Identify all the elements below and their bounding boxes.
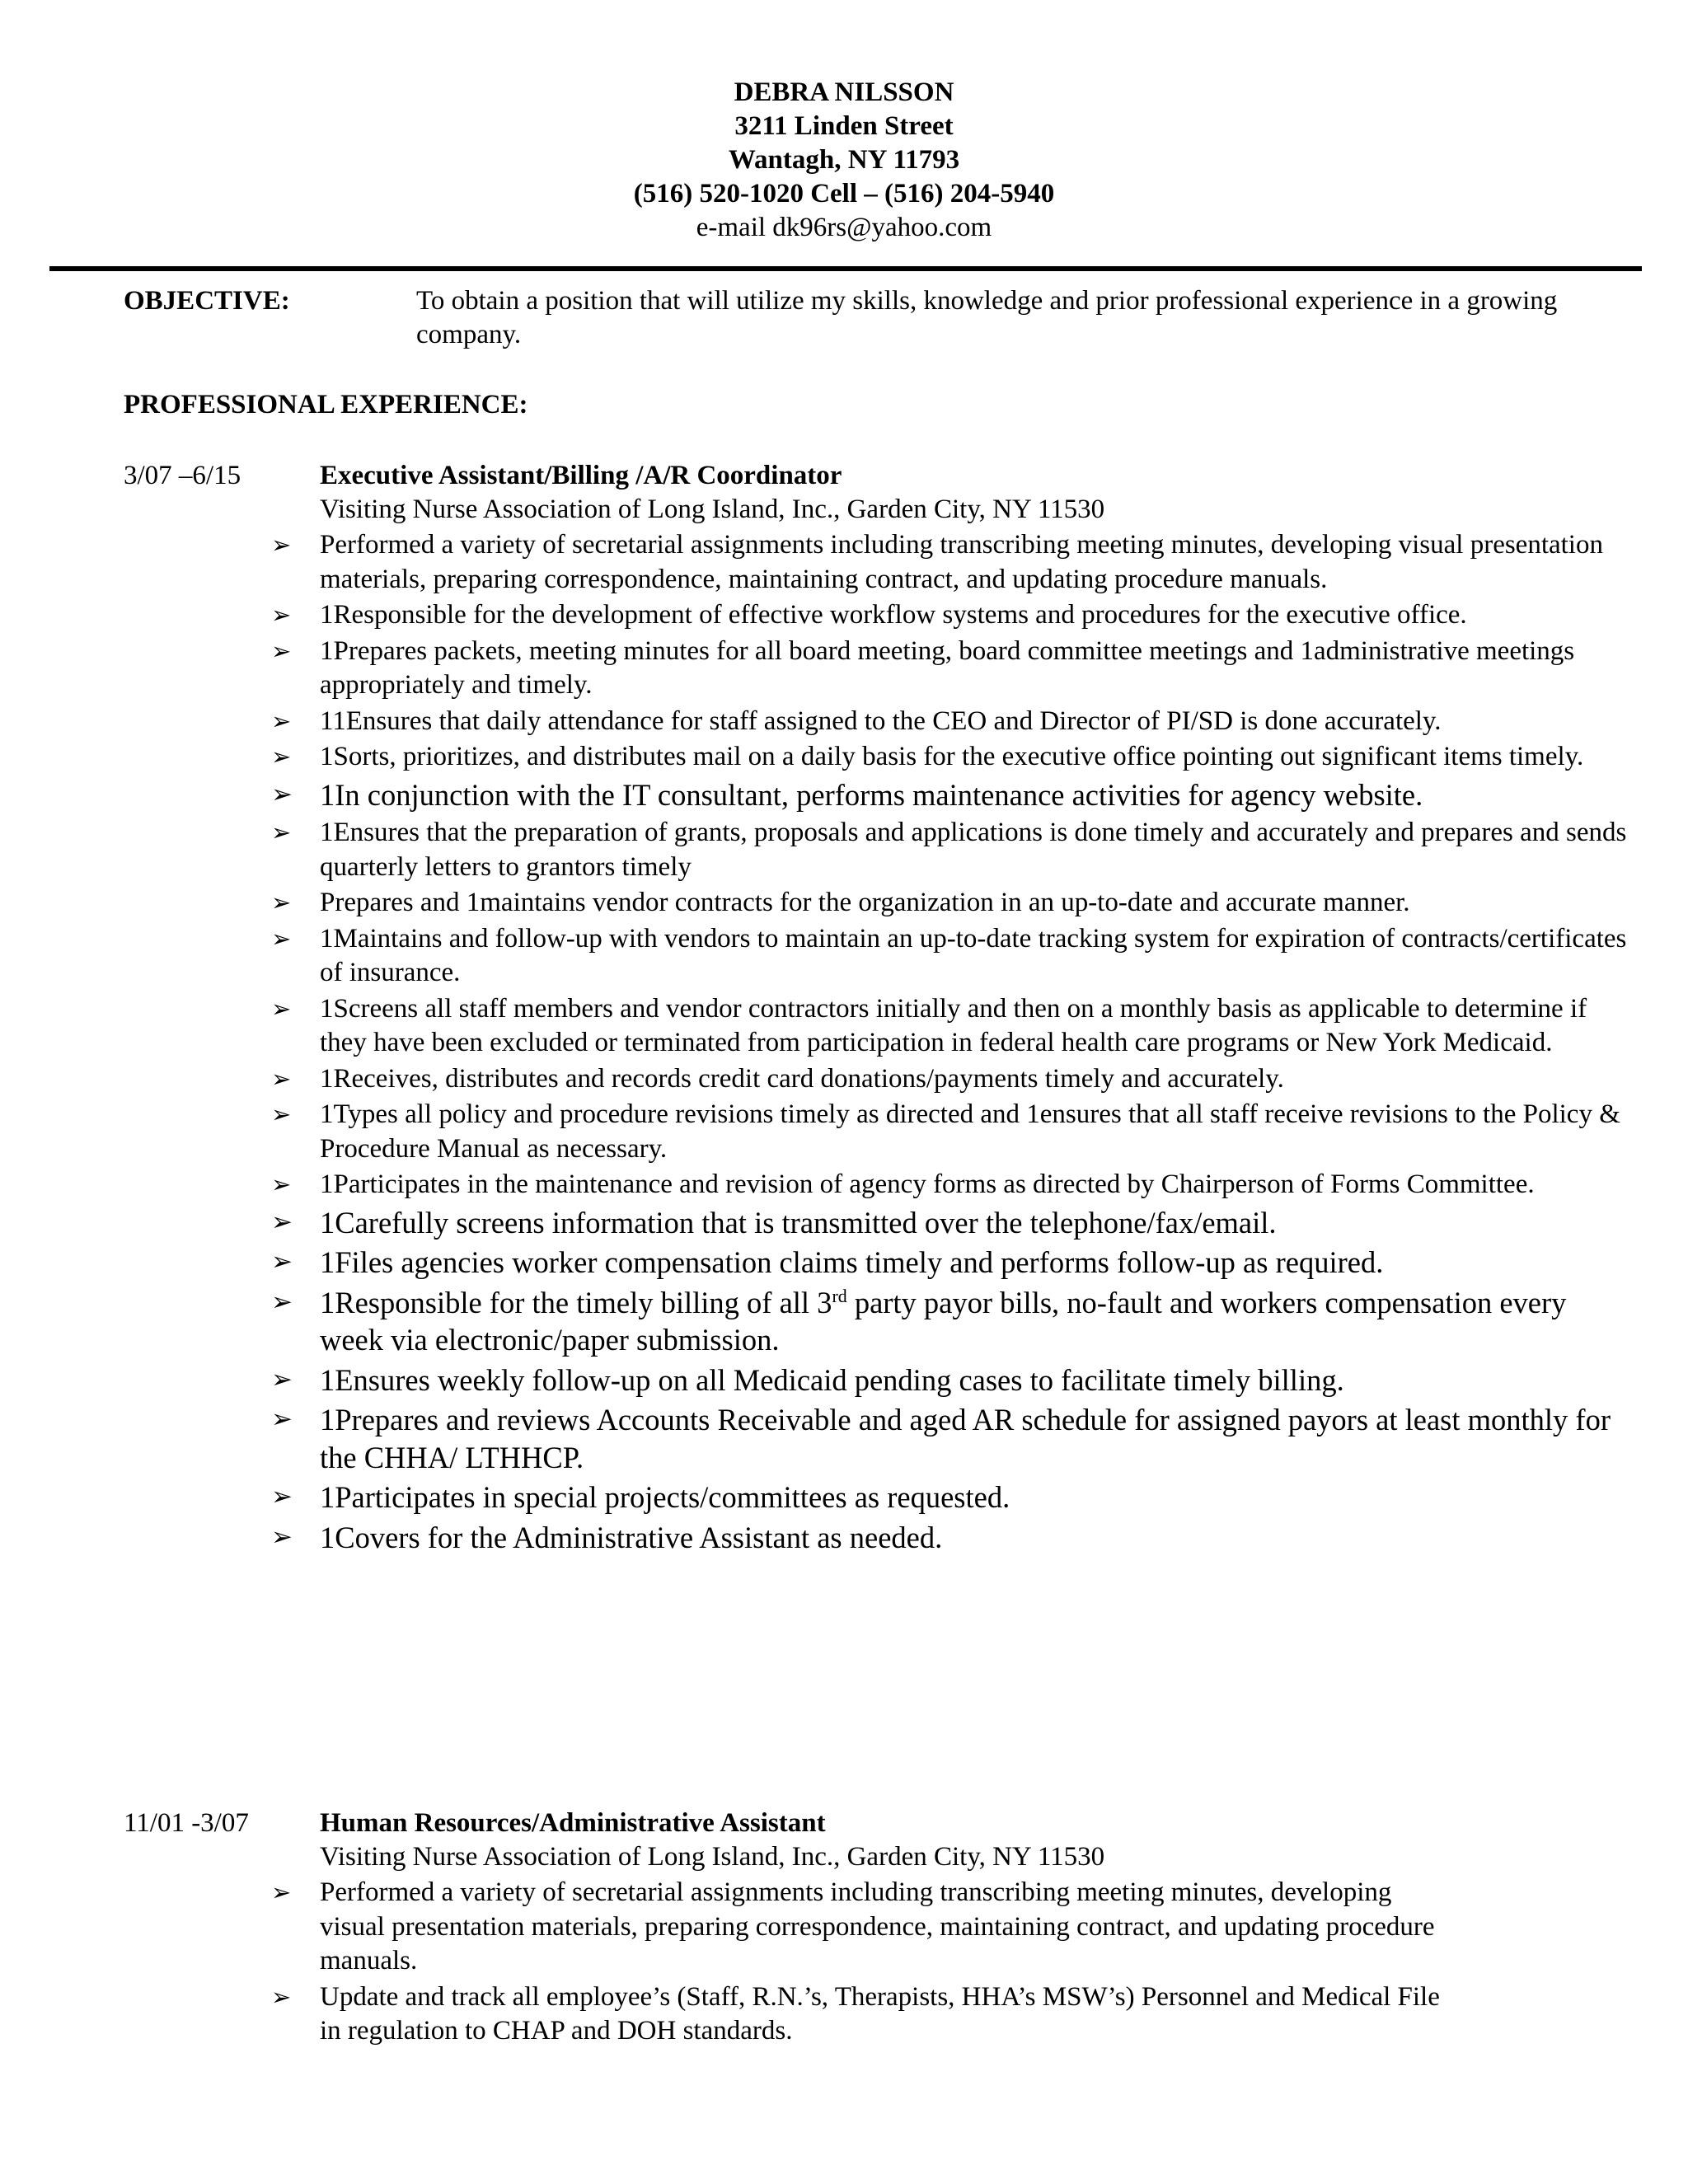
list-item: ➢ 1Responsible for the timely billing of all 3rd party payor bills, no-fault and workers compensation every week via electronic/paper submission. [271,1285,1567,1357]
arrowhead-bullet-icon: ➢ [271,1404,293,1434]
arrowhead-bullet-icon: ➢ [271,1207,293,1237]
job-employer: Visiting Nurse Association of Long Island, Inc., Garden City, NY 11530 [320,494,1105,524]
list-item: ➢ 1Responsible for the development of effective workflow systems and procedures for the executive office. [268,598,1628,633]
arrowhead-bullet-icon: ➢ [271,1286,293,1317]
phone-numbers: (516) 520-1020 Cell – (516) 204-5940 [633,179,1055,209]
job-duties-list [268,528,1628,1558]
list-item: ➢ Prepares and 1maintains vendor contracts for the organization in an up-to-date and accurate manner. [268,886,1628,921]
list-item: ➢ 1Screens all staff members and vendor contractors initially and then on a monthly basis as applicable to determine if they have been excluded or terminated from participation in federal health care programs or New York Medicaid. [271,993,1587,1057]
email-address: e-mail dk96rs@yahoo.com [696,213,992,242]
candidate-name: DEBRA NILSSON [734,77,954,107]
arrowhead-bullet-icon: ➢ [271,994,292,1023]
job-duties-list [268,1876,1455,2050]
arrowhead-bullet-icon: ➢ [271,636,292,665]
list-item: ➢ 1Ensures that the preparation of grants, proposals and applications is done timely and accurately and prepares and sends quarterly letters to grantors timely [271,818,1627,882]
list-item: ➢ 1Prepares and reviews Accounts Receivable and aged AR schedule for assigned payors at least monthly for the CHHA/ LTHHCP. [271,1403,1611,1474]
arrowhead-bullet-icon: ➢ [271,818,292,846]
list-item: ➢ Performed a variety of secretarial assignments including transcribing meeting minutes, developing visual presentation materials, preparing correspondence, maintaining contract, and updating procedure manuals. [271,1877,1435,1975]
arrowhead-bullet-icon: ➢ [271,1247,293,1277]
objective-label: OBJECTIVE: [124,286,290,316]
list-item: ➢ Performed a variety of secretarial assignments including transcribing meeting minutes, developing visual presentation materials, preparing correspondence, maintaining contract, and updating procedure manuals. [271,530,1603,594]
list-item: ➢ 1Ensures weekly follow-up on all Medicaid pending cases to facilitate timely billing. [268,1361,1628,1399]
job-dates: 11/01 -3/07 [124,1808,249,1838]
arrowhead-bullet-icon: ➢ [271,601,292,629]
list-item: ➢ 1Sorts, prioritizes, and distributes mail on a daily basis for the executive office pointing out significant items timely. [268,740,1628,775]
city-state-zip: Wantagh, NY 11793 [728,145,960,175]
arrowhead-bullet-icon: ➢ [271,531,292,559]
arrowhead-bullet-icon: ➢ [271,706,292,735]
contact-header [0,76,1688,245]
arrowhead-bullet-icon: ➢ [271,1878,292,1906]
arrowhead-bullet-icon: ➢ [271,1100,292,1128]
list-item: ➢ 1Maintains and follow-up with vendors to maintain an up-to-date tracking system for expiration of contracts/certificates of insurance. [271,923,1627,987]
job-employer: Visiting Nurse Association of Long Island, Inc., Garden City, NY 11530 [320,1842,1105,1872]
list-item: ➢ 1Receives, distributes and records credit card donations/payments timely and accurately. [268,1062,1628,1097]
arrowhead-bullet-icon: ➢ [271,1982,292,2011]
job-title: Human Resources/Administrative Assistant [320,1808,826,1838]
list-item: ➢ 1In conjunction with the IT consultant, performs maintenance activities for agency website. [268,776,1628,814]
arrowhead-bullet-icon: ➢ [271,1482,293,1511]
list-item: ➢ 1Prepares packets, meeting minutes for all board meeting, board committee meetings and 1administrative meetings appropriately and timely. [271,635,1575,700]
objective-text: To obtain a position that will utilize my skills, knowledge and prior professional experience in a growing company. [416,286,1558,349]
list-item: ➢ 1Participates in special projects/committees as requested. [268,1479,1628,1516]
arrowhead-bullet-icon: ➢ [271,1521,293,1552]
arrowhead-bullet-icon: ➢ [271,1170,292,1198]
job-title: Executive Assistant/Billing /A/R Coordinator [320,461,842,490]
arrowhead-bullet-icon: ➢ [271,1064,292,1093]
list-item: ➢ Update and track all employee’s (Staff, R.N.’s, Therapists, HHA’s MSW’s) Personnel and Medical File in regulation to CHAP and DOH standards. [271,1981,1440,2046]
list-item: ➢ 1Types all policy and procedure revisions timely as directed and 1ensures that all staff receive revisions to the Policy & Procedure Manual as necessary. [271,1099,1620,1164]
list-item: ➢ 1Files agencies worker compensation claims timely and performs follow-up as required. [268,1244,1628,1282]
header-divider [49,266,1642,271]
list-item: ➢ 11Ensures that daily attendance for staff assigned to the CEO and Director of PI/SD is done accurately. [268,705,1628,739]
arrowhead-bullet-icon: ➢ [271,1364,293,1394]
list-item: ➢ 1Carefully screens information that is transmitted over the telephone/fax/email. [268,1204,1628,1242]
arrowhead-bullet-icon: ➢ [271,743,292,771]
job-dates: 3/07 –6/15 [124,461,241,490]
street-address: 3211 Linden Street [734,111,954,141]
experience-heading: PROFESSIONAL EXPERIENCE: [124,390,528,419]
list-item: ➢ 1Covers for the Administrative Assistant as needed. [268,1519,1628,1557]
arrowhead-bullet-icon: ➢ [271,924,292,953]
arrowhead-bullet-icon: ➢ [271,888,292,916]
arrowhead-bullet-icon: ➢ [271,779,293,809]
list-item: ➢ 1Participates in the maintenance and revision of agency forms as directed by Chairperson of Forms Committee. [268,1168,1628,1202]
